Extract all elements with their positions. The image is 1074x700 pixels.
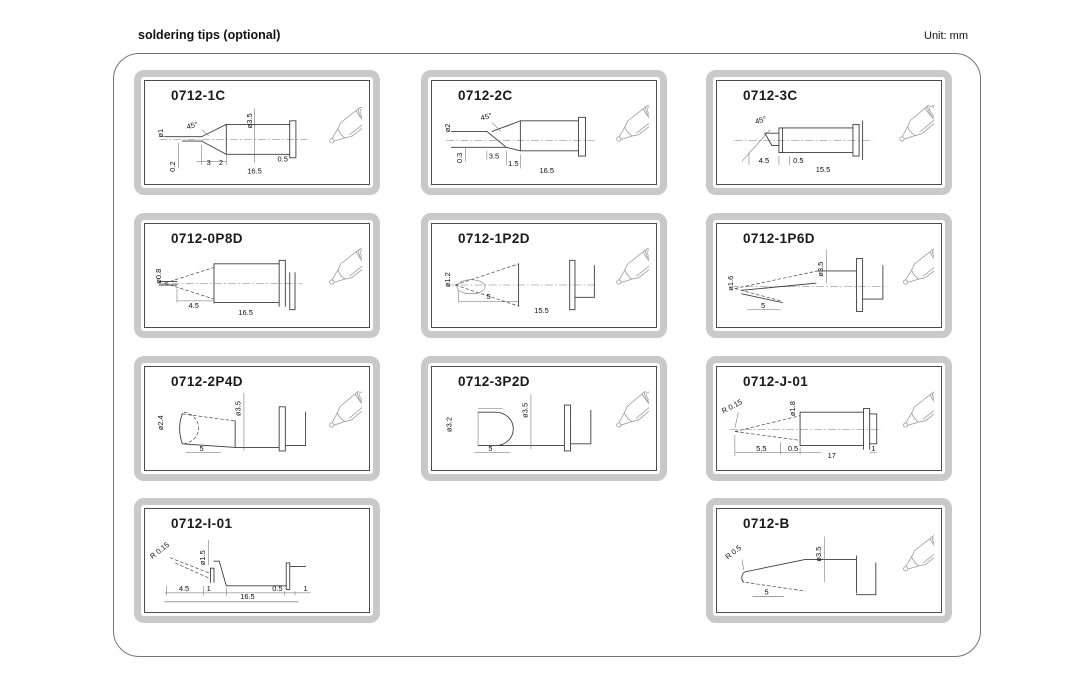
tip-photo — [895, 105, 934, 147]
drawing-0712-1p2d — [434, 248, 649, 322]
panel-0712-b — [706, 498, 952, 623]
tip-photo — [898, 248, 934, 290]
panel-title: 0712-J-01 — [743, 374, 809, 389]
dim-len: 15.5 — [534, 306, 549, 316]
panel-inner — [144, 508, 370, 613]
dim-a: 5 — [764, 587, 769, 597]
dim-len: 17 — [827, 450, 836, 460]
panel-title: 0712-1P2D — [458, 231, 530, 246]
tip-photo — [612, 248, 649, 290]
tip-photo — [898, 533, 934, 577]
panel-inner — [144, 223, 370, 328]
dim-phi: ø2 — [442, 123, 452, 133]
dim-len: 16.5 — [238, 307, 253, 317]
panel-title: 0712-1C — [171, 88, 226, 103]
tip-photo — [611, 391, 649, 433]
dim-b: 0.5 — [787, 443, 799, 453]
drawing-0712-1c — [147, 105, 362, 179]
dim-len: 15.5 — [815, 164, 831, 174]
dim-phi: ø2.4 — [155, 415, 165, 431]
dim-a: 5 — [760, 300, 766, 310]
panel-inner — [431, 223, 657, 328]
dim-b: 1.5 — [508, 158, 519, 168]
drawing-0712-0p8d — [147, 248, 362, 322]
panel-0712-3p2d — [421, 356, 667, 481]
panel-0712-j-01 — [706, 356, 952, 481]
panel-title: 0712-2P4D — [171, 374, 243, 389]
dim-b: 2 — [218, 157, 224, 167]
panel-inner — [716, 508, 942, 613]
tip-photo — [325, 105, 362, 149]
panel-inner — [431, 366, 657, 471]
tips-sheet — [113, 53, 981, 657]
dim-a: 4.5 — [758, 156, 770, 166]
dim-r: R 0.5 — [723, 543, 744, 562]
dim-a: 5 — [486, 292, 491, 302]
dim-dia: ø3.5 — [815, 261, 825, 277]
dim-a: 5 — [488, 443, 493, 453]
dim-r: R 0.15 — [148, 540, 172, 561]
tip-photo — [324, 391, 362, 433]
panel-0712-i-01 — [134, 498, 380, 623]
dim-a: 5 — [199, 443, 204, 453]
panel-title: 0712-1P6D — [743, 231, 815, 246]
dim-t: 0.2 — [168, 161, 178, 172]
dim-dia: ø3.5 — [244, 113, 254, 129]
tip-photo — [898, 391, 934, 433]
dim-r: R 0.15 — [720, 397, 744, 416]
panel-title: 0712-3C — [743, 88, 798, 103]
dim-phi: ø1.2 — [442, 272, 452, 288]
panel-0712-2c — [421, 70, 667, 195]
dim-d: 1 — [303, 584, 308, 594]
dim-len: 16.5 — [539, 165, 555, 175]
panel-0712-2p4d — [134, 356, 380, 481]
profile-lines — [742, 556, 876, 595]
dim-len: 16.5 — [240, 592, 255, 602]
panel-inner — [716, 223, 942, 328]
tip-photo — [325, 248, 362, 290]
panel-0712-0p8d — [134, 213, 380, 338]
dim-t: 0.3 — [455, 152, 465, 164]
panel-0712-1p6d — [706, 213, 952, 338]
panel-title: 0712-2C — [458, 88, 513, 103]
dim-c: 1 — [871, 443, 876, 453]
panel-inner — [716, 366, 942, 471]
dim-a: 3.5 — [488, 151, 500, 161]
dim-a: 3 — [206, 157, 211, 167]
dim-dia: ø3.5 — [814, 546, 824, 562]
drawing-0712-i-01 — [147, 533, 362, 607]
dim-phi: ø1.5 — [198, 550, 208, 566]
profile-lines — [452, 117, 586, 156]
dim-phi: ø1.6 — [726, 275, 736, 291]
dim-a: 4.5 — [178, 584, 190, 594]
dim-phi: ø3.2 — [444, 416, 454, 432]
profile-lines — [180, 407, 306, 451]
profile-lines — [170, 558, 306, 590]
dim-a: 4.5 — [188, 300, 199, 310]
dim-angle: 45° — [185, 119, 199, 132]
drawing-0712-1p6d — [719, 248, 934, 322]
profile-lines — [159, 260, 295, 309]
tip-photo — [612, 105, 649, 147]
dim-c: 0.5 — [277, 154, 288, 164]
panel-inner — [716, 80, 942, 185]
panel-inner — [431, 80, 657, 185]
dim-angle: 45° — [479, 110, 493, 123]
panel-title: 0712-3P2D — [458, 374, 530, 389]
dim-c: 0.5 — [272, 584, 283, 594]
drawing-0712-2c — [434, 105, 649, 179]
dim-phi: ø0.8 — [154, 268, 164, 284]
dim-phi: ø1 — [155, 128, 165, 138]
dim-dia: ø3.5 — [233, 401, 243, 417]
dim-b: 1 — [206, 584, 211, 594]
panel-title: 0712-0P8D — [171, 231, 243, 246]
drawing-0712-b — [719, 533, 934, 607]
dim-dia: ø3.5 — [520, 402, 530, 418]
dimension-lines — [742, 537, 825, 597]
panel-inner — [144, 366, 370, 471]
dim-angle: 45° — [754, 114, 768, 127]
drawing-0712-3p2d — [434, 391, 649, 465]
dim-a: 5.5 — [756, 443, 767, 453]
drawing-0712-j-01 — [719, 391, 934, 465]
panel-0712-1p2d — [421, 213, 667, 338]
drawing-0712-3c — [719, 105, 934, 179]
page-title: soldering tips (optional) — [138, 28, 281, 42]
dim-len: 16.5 — [247, 166, 262, 176]
panel-title: 0712-I-01 — [171, 516, 233, 531]
panel-0712-3c — [706, 70, 952, 195]
dim-b: 0.5 — [793, 156, 804, 166]
panel-0712-1c — [134, 70, 380, 195]
drawing-0712-2p4d — [147, 391, 362, 465]
dim-phi: ø1.8 — [787, 401, 797, 417]
panel-inner — [144, 80, 370, 185]
profile-lines — [735, 259, 883, 312]
profile-lines — [478, 402, 591, 451]
dimension-lines — [747, 250, 826, 310]
panel-title: 0712-B — [743, 516, 790, 531]
unit-label: Unit: mm — [924, 30, 968, 42]
